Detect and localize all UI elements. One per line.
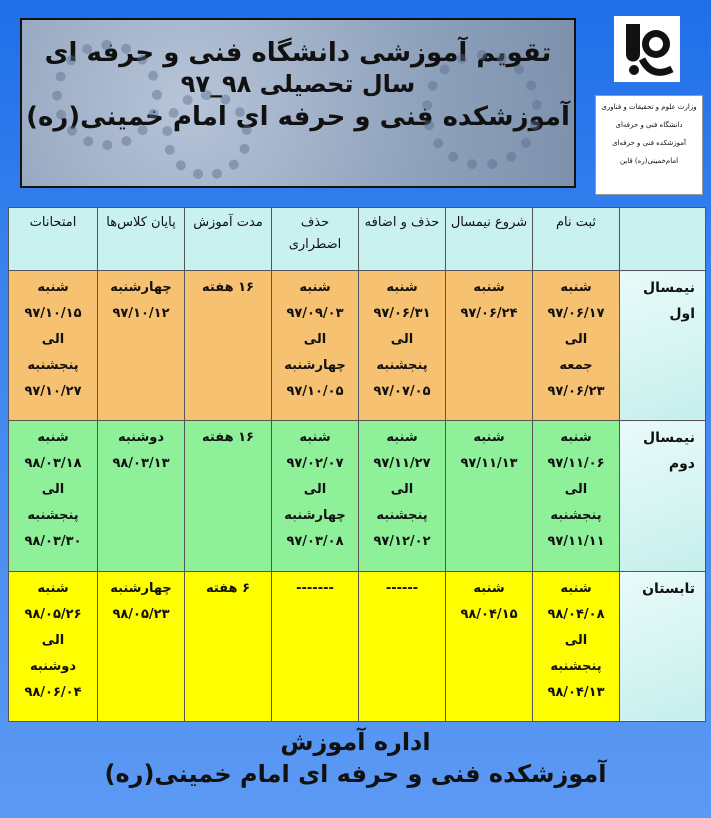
table-row [9, 421, 706, 571]
ministry-line: امام‌خمینی(ره) قاین [619, 157, 679, 165]
table-cell: چهارشنبه ۹۸/۰۵/۲۳ [98, 571, 185, 721]
ministry-line: دانشگاه فنی و حرفه‌ای [615, 121, 683, 129]
table-cell: ------- [272, 571, 359, 721]
table-cell: چهارشنبه ۹۷/۱۰/۱۲ [98, 271, 185, 421]
college-name: آموزشکده فنی و حرفه ای امام خمینی(ره) [26, 102, 570, 132]
table-cell: شنبه ۹۸/۰۵/۲۶ الی دوشنبه ۹۸/۰۶/۰۴ [9, 571, 98, 721]
gear-decoration [422, 50, 542, 170]
table-cell: شنبه ۹۸/۰۴/۱۵ [446, 571, 533, 721]
academic-year: سال تحصیلی ۹۸_۹۷ [180, 70, 416, 98]
calendar-title: تقویم آموزشی دانشگاه فنی و حرفه ای [44, 38, 552, 68]
table-cell: شنبه ۹۷/۰۶/۲۴ [446, 271, 533, 421]
table-cell: شنبه ۹۷/۰۶/۱۷ الی جمعه ۹۷/۰۶/۲۳ [533, 271, 620, 421]
header-cell: شروع نیمسال [446, 208, 533, 271]
university-logo-icon [612, 14, 682, 84]
row-label: نیمسال اول [620, 271, 706, 421]
header-cell [620, 208, 706, 271]
table-cell: شنبه ۹۷/۱۱/۰۶ الی پنجشنبه ۹۷/۱۱/۱۱ [533, 421, 620, 571]
table-cell: ------ [359, 571, 446, 721]
table-cell: شنبه ۹۸/۰۳/۱۸ الی پنجشنبه ۹۸/۰۳/۳۰ [9, 421, 98, 571]
title-banner [20, 18, 576, 188]
header-cell: حذف و اضافه [359, 208, 446, 271]
table-header-row [9, 208, 706, 271]
header-cell: حذف اضطراری [272, 208, 359, 271]
header-cell: پایان کلاس‌ها [98, 208, 185, 271]
table-cell: شنبه ۹۷/۰۹/۰۳ الی چهارشنبه ۹۷/۱۰/۰۵ [272, 271, 359, 421]
table-cell: ۶ هفته [185, 571, 272, 721]
header-cell: مدت آموزش [185, 208, 272, 271]
footer-office: اداره آموزش [280, 728, 431, 756]
footer [0, 728, 711, 788]
academic-calendar-table [8, 207, 706, 722]
ministry-line: وزارت علوم و تحقیقات و فناوری [601, 103, 697, 111]
gear-decoration [52, 40, 162, 150]
table-row [9, 271, 706, 421]
table-cell: دوشنبه ۹۸/۰۳/۱۳ [98, 421, 185, 571]
ministry-box [595, 95, 703, 195]
table-cell: شنبه ۹۷/۱۱/۱۳ [446, 421, 533, 571]
row-label: نیمسال دوم [620, 421, 706, 571]
ministry-line: آموزشکده فنی و حرفه‌ای [612, 139, 686, 147]
table-row [9, 571, 706, 721]
table-cell: شنبه ۹۸/۰۴/۰۸ الی پنجشنبه ۹۸/۰۴/۱۳ [533, 571, 620, 721]
row-label: تابستان [620, 571, 706, 721]
header-cell: امتحانات [9, 208, 98, 271]
table-cell: شنبه ۹۷/۰۶/۳۱ الی پنجشنبه ۹۷/۰۷/۰۵ [359, 271, 446, 421]
header-cell: ثبت نام [533, 208, 620, 271]
table-cell: شنبه ۹۷/۱۱/۲۷ الی پنجشنبه ۹۷/۱۲/۰۲ [359, 421, 446, 571]
table-cell: ۱۶ هفته [185, 271, 272, 421]
table-cell: شنبه ۹۷/۱۰/۱۵ الی پنجشنبه ۹۷/۱۰/۲۷ [9, 271, 98, 421]
table-cell: شنبه ۹۷/۰۲/۰۷ الی چهارشنبه ۹۷/۰۳/۰۸ [272, 421, 359, 571]
table-cell: ۱۶ هفته [185, 421, 272, 571]
gear-decoration [162, 90, 252, 180]
footer-college: آموزشکده فنی و حرفه ای امام خمینی(ره) [104, 760, 607, 788]
